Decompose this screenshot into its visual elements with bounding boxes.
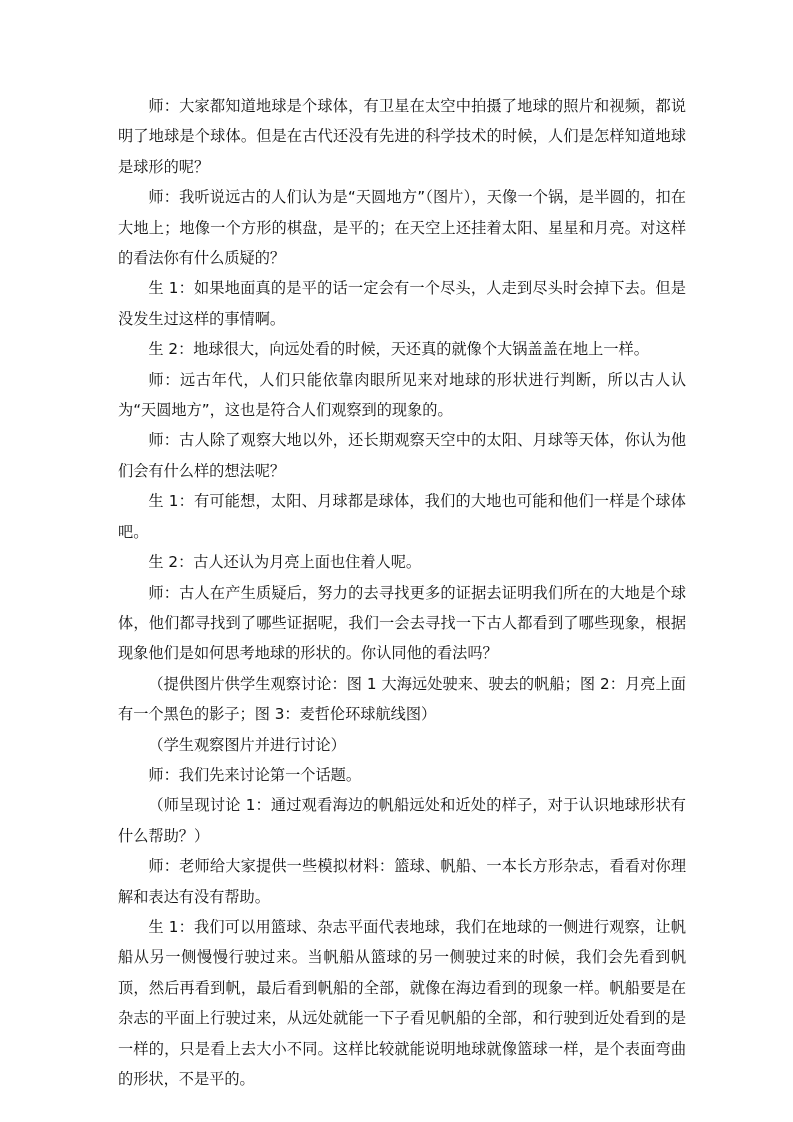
paragraph: 生 2：古人还认为月亮上面也住着人呢。: [148, 553, 422, 572]
paragraph: 师：远古年代，人们只能依靠肉眼所见来对地球的形状进行判断，所以古人认为“天圆地方”，这也是符合人们观察到的现象的。: [118, 370, 686, 420]
paragraph: 师：古人除了观察大地以外，还长期观察天空中的太阳、月球等天体，你认为他们会有什么样的想法呢？: [118, 431, 686, 480]
paragraph: 师：老师给大家提供一些模拟材料：篮球、帆船、一本长方形杂志，看看对你理解和表达有没有帮助。: [118, 857, 686, 906]
paragraph: （师呈现讨论 1：通过观看海边的帆船远处和近处的样子，对于认识地球形状有什么帮助？）: [118, 796, 686, 845]
paragraph: 师：大家都知道地球是个球体，有卫星在太空中拍摄了地球的照片和视频，都说明了地球是个球体。但是在古代还没有先进的科学技术的时候，人们是怎样知道地球是球形的呢？: [118, 97, 686, 176]
paragraph: 师：古人在产生质疑后，努力的去寻找更多的证据去证明我们所在的大地是个球体，他们都寻找到了哪些证据呢，我们一会去寻找一下古人都看到了哪些现象，根据现象他们是如何思考地球的形状的。你认同他的看法吗？: [118, 583, 686, 663]
paragraph: 师：我们先来讨论第一个话题。: [148, 765, 362, 784]
paragraph: （学生观察图片并进行讨论）: [148, 735, 346, 754]
paragraph: 生 2：地球很大，向远处看的时候，天还真的就像个大锅盖盖在地上一样。: [148, 340, 649, 359]
paragraph: （提供图片供学生观察讨论：图 1 大海远处驶来、驶去的帆船；图 2：月亮上面有一个黑色的影子；图 3：麦哲伦环球航线图）: [118, 674, 686, 724]
paragraph: 师：我听说远古的人们认为是“天圆地方”（图片），天像一个锅，是半圆的，扣在大地上；地像一个方形的棋盘，是平的；在天空上还挂着太阳、星星和月亮。对这样的看法你有什么质疑的？: [118, 188, 686, 268]
document-body: [118, 91, 686, 1094]
paragraph: 生 1：如果地面真的是平的话一定会有一个尽头，人走到尽头时会掉下去。但是没发生过这样的事情啊。: [118, 279, 686, 328]
paragraph: 生 1：我们可以用篮球、杂志平面代表地球，我们在地球的一侧进行观察，让帆船从另一侧慢慢行驶过来。当帆船从篮球的另一侧驶过来的时候，我们会先看到帆顶，然后再看到帆，最后看到帆船的全部，就像在海边看到的现象一样。帆船要是在杂志的平面上行驶过来，从远处就能一下子看见帆船的全部，和行驶到近处看到的是一样的，只是看上去大小不同。这样比较就能说明地球就像篮球一样，是个表面弯曲的形状，不是平的。: [118, 917, 686, 1088]
paragraph: 生 1：有可能想，太阳、月球都是球体，我们的大地也可能和他们一样是个球体吧。: [118, 492, 686, 541]
